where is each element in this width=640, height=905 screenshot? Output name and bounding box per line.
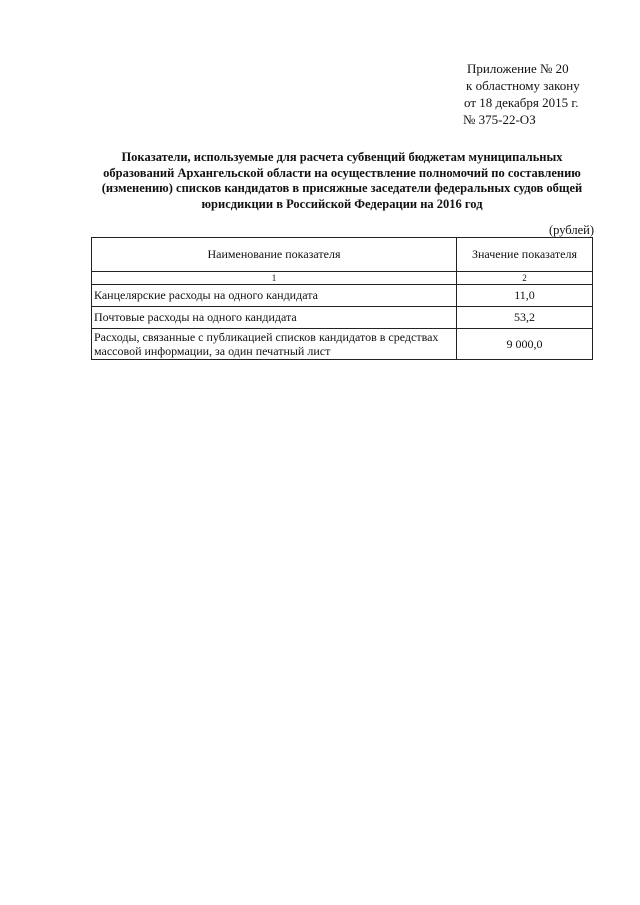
row-name: Расходы, связанные с публикацией списков кандидатов в средствах массовой информации, за один печатный лист [92,329,457,360]
column-number-2: 2 [457,272,593,285]
appendix-line-1: Приложение № 20 [467,61,569,76]
header-indicator-value: Значение показателя [457,238,593,272]
unit-label: (рублей) [548,223,594,237]
indicators-table [91,237,593,360]
document-title: Показатели, используемые для расчета субвенций бюджетам муниципальных образований Архангельской области на осуществление полномочий по составлению (изменению) списков кандидатов в присяжные заседатели федеральных судов общей юрисдикции в Российской Федерации на 2016 год [101,150,583,211]
row-value: 9 000,0 [457,329,593,360]
column-number-1: 1 [92,272,457,285]
row-value: 53,2 [457,307,593,329]
appendix-line-3: от 18 декабря 2015 г. [464,95,579,110]
row-value: 11,0 [457,285,593,307]
row-name: Канцелярские расходы на одного кандидата [92,285,457,307]
table-row [92,329,593,360]
appendix-line-2: к областному закону [466,78,580,93]
appendix-line-4: № 375-22-ОЗ [463,112,536,127]
table-row [92,307,593,329]
header-indicator-name: Наименование показателя [92,238,457,272]
table-header-row [92,238,593,272]
table-row [92,285,593,307]
row-name: Почтовые расходы на одного кандидата [92,307,457,329]
appendix-block [461,60,631,128]
column-number-row [92,272,593,285]
